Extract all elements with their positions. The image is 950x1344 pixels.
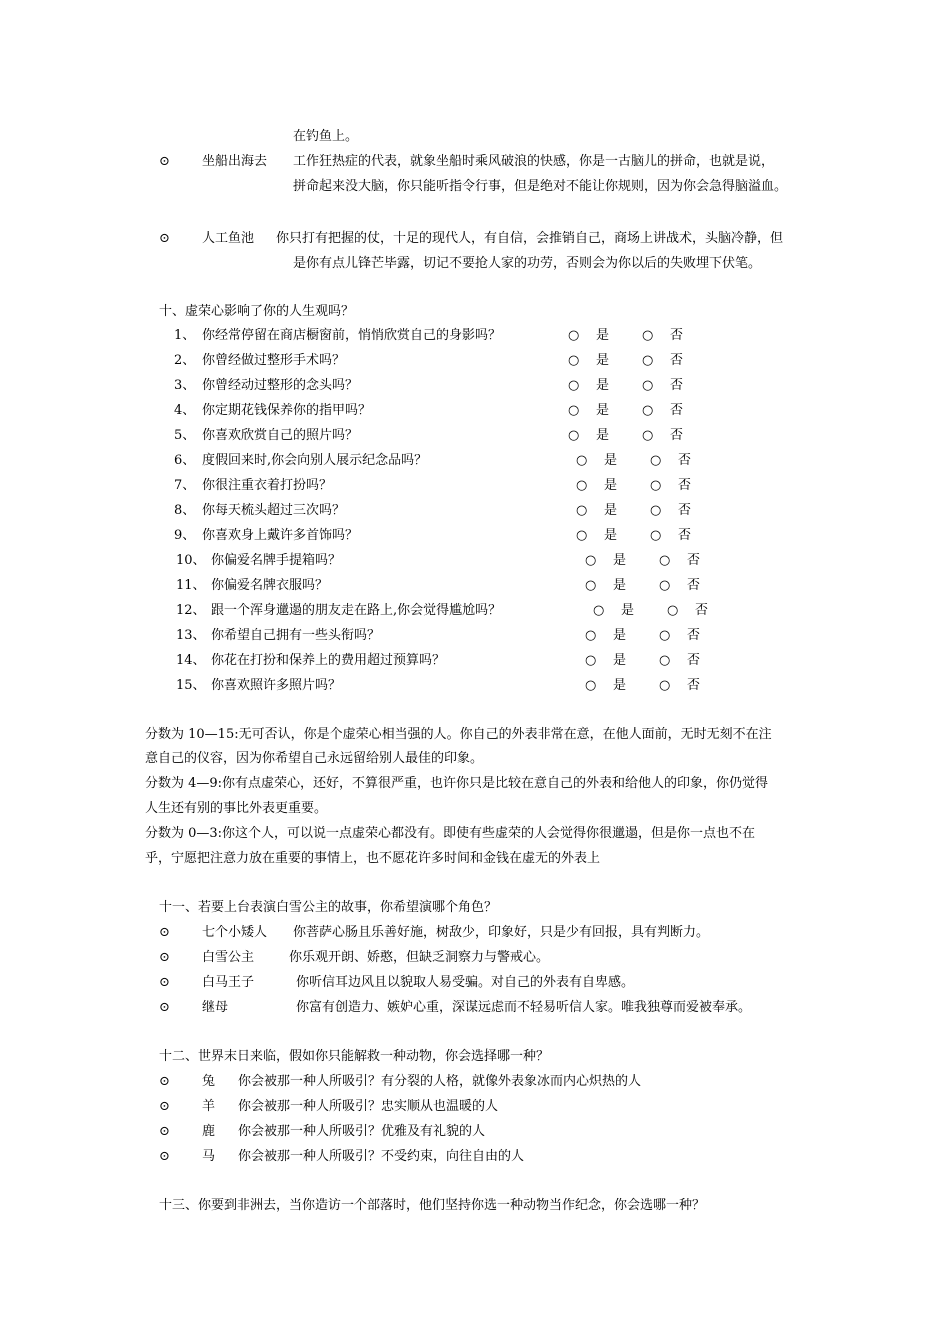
question-text: 你偏爱名牌手提箱吗？ xyxy=(211,553,342,568)
question-number: 9、 xyxy=(174,528,196,543)
question-text: 你喜欢身上戴许多首饰吗？ xyxy=(202,528,359,543)
option-description: 你会被那一种人所吸引？有分裂的人格，就像外表象冰而内心炽热的人 xyxy=(238,1074,642,1089)
yes-radio[interactable]: ○ xyxy=(585,628,597,643)
question-number: 12、 xyxy=(176,603,206,618)
option-marker-icon: ⊙ xyxy=(159,1149,170,1164)
answer-options xyxy=(585,551,707,571)
no-radio[interactable]: ○ xyxy=(642,378,654,393)
question-number: 7、 xyxy=(174,478,196,493)
answer-options xyxy=(585,651,707,671)
no-radio[interactable]: ○ xyxy=(642,403,654,418)
question-text: 你偏爱名牌衣服吗？ xyxy=(211,578,329,593)
question-text: 你花在打扮和保养上的费用超过预算吗？ xyxy=(211,653,446,668)
yes-radio[interactable]: ○ xyxy=(568,428,580,443)
yes-radio[interactable]: ○ xyxy=(585,578,597,593)
no-label: 否 xyxy=(678,503,692,518)
option-marker-icon: ⊙ xyxy=(159,231,170,246)
score-mid-line2: 人生还有别的事比外表更重要。 xyxy=(145,801,328,816)
no-radio[interactable]: ○ xyxy=(650,478,662,493)
question-text: 你每天梳头超过三次吗？ xyxy=(202,503,346,518)
question-text: 你定期花钱保养你的指甲吗？ xyxy=(202,403,372,418)
answer-options xyxy=(593,601,715,621)
option-marker-icon: ⊙ xyxy=(159,1074,170,1089)
fish-continuation-text: 在钓鱼上。 xyxy=(293,129,359,144)
no-radio[interactable]: ○ xyxy=(650,453,662,468)
question-text: 你很注重衣着打扮吗？ xyxy=(202,478,333,493)
option-description: 你会被那一种人所吸引？不受约束，向往自由的人 xyxy=(238,1149,525,1164)
yes-label: 是 xyxy=(604,478,618,493)
no-label: 否 xyxy=(695,603,709,618)
question-text: 你曾经动过整形的念头吗？ xyxy=(202,378,359,393)
option-name: 继母 xyxy=(202,1000,229,1015)
question-number: 10、 xyxy=(176,553,206,568)
yes-radio[interactable]: ○ xyxy=(568,403,580,418)
answer-options xyxy=(585,676,707,696)
option-name: 七个小矮人 xyxy=(202,925,268,940)
option-name: 白马王子 xyxy=(202,975,255,990)
no-radio[interactable]: ○ xyxy=(642,428,654,443)
no-label: 否 xyxy=(687,628,701,643)
score-high-line1: 分数为 10—15:无可否认，你是个虚荣心相当强的人。你自己的外表非常在意，在他人面前，无时无刻不在注 xyxy=(145,727,772,742)
option-marker-icon: ⊙ xyxy=(159,975,170,990)
question-text: 跟一个浑身邋遢的朋友走在路上,你会觉得尴尬吗？ xyxy=(211,603,502,618)
question-number: 5、 xyxy=(174,428,196,443)
no-label: 否 xyxy=(687,678,701,693)
yes-radio[interactable]: ○ xyxy=(568,353,580,368)
question-number: 4、 xyxy=(174,403,196,418)
question-number: 15、 xyxy=(176,678,206,693)
question-text: 你喜欢照许多照片吗？ xyxy=(211,678,342,693)
no-radio[interactable]: ○ xyxy=(659,578,671,593)
option-name: 坐船出海去 xyxy=(202,154,268,169)
yes-radio[interactable]: ○ xyxy=(576,478,588,493)
yes-label: 是 xyxy=(596,403,610,418)
option-marker-icon: ⊙ xyxy=(159,1099,170,1114)
yes-radio[interactable]: ○ xyxy=(585,553,597,568)
question-number: 14、 xyxy=(176,653,206,668)
no-label: 否 xyxy=(678,528,692,543)
option-marker-icon: ⊙ xyxy=(159,925,170,940)
score-mid-line1: 分数为 4—9:你有点虚荣心，还好，不算很严重，也许你只是比较在意自己的外表和给他人的印象，你仍觉得 xyxy=(145,776,769,791)
yes-label: 是 xyxy=(596,378,610,393)
question-number: 3、 xyxy=(174,378,196,393)
yes-label: 是 xyxy=(613,628,627,643)
yes-label: 是 xyxy=(613,553,627,568)
yes-radio[interactable]: ○ xyxy=(585,653,597,668)
yes-radio[interactable]: ○ xyxy=(576,503,588,518)
no-label: 否 xyxy=(687,578,701,593)
yes-radio[interactable]: ○ xyxy=(576,453,588,468)
question-text: 你希望自己拥有一些头衔吗？ xyxy=(211,628,381,643)
question-text: 你经常停留在商店橱窗前，悄悄欣赏自己的身影吗？ xyxy=(202,328,502,343)
no-label: 否 xyxy=(670,403,684,418)
yes-label: 是 xyxy=(604,453,618,468)
option-name: 马 xyxy=(202,1149,216,1164)
yes-label: 是 xyxy=(596,353,610,368)
answer-options xyxy=(568,376,690,396)
section-10-title: 十、虚荣心影响了你的人生观吗？ xyxy=(159,304,355,319)
question-number: 1、 xyxy=(174,328,196,343)
question-number: 11、 xyxy=(176,578,206,593)
answer-options xyxy=(568,426,690,446)
question-number: 2、 xyxy=(174,353,196,368)
score-high-line2: 意自己的仪容，因为你希望自己永远留给别人最佳的印象。 xyxy=(145,751,484,766)
question-text: 你喜欢欣赏自己的照片吗？ xyxy=(202,428,359,443)
section-13-title: 十三、你要到非洲去，当你造访一个部落时，他们坚持你选一种动物当作纪念，你会选哪一种？ xyxy=(159,1198,706,1213)
yes-label: 是 xyxy=(604,503,618,518)
answer-options xyxy=(568,326,690,346)
no-label: 否 xyxy=(687,553,701,568)
no-label: 否 xyxy=(687,653,701,668)
no-label: 否 xyxy=(670,378,684,393)
yes-label: 是 xyxy=(613,653,627,668)
option-description: 你富有创造力、嫉妒心重，深谋远虑而不轻易听信人家。唯我独尊而爱被奉承。 xyxy=(296,1000,752,1015)
option-desc-line2: 拼命起来没大脑，你只能听指令行事，但是绝对不能让你规则，因为你会急得脑溢血。 xyxy=(293,179,788,194)
question-text: 度假回来时,你会向别人展示纪念品吗？ xyxy=(202,453,428,468)
no-radio[interactable]: ○ xyxy=(659,553,671,568)
yes-radio[interactable]: ○ xyxy=(585,678,597,693)
option-desc-line2: 是你有点儿锋芒毕露，切记不要抢人家的功劳，否则会为你以后的失败埋下伏笔。 xyxy=(293,256,762,271)
no-label: 否 xyxy=(670,428,684,443)
question-number: 13、 xyxy=(176,628,206,643)
no-radio[interactable]: ○ xyxy=(642,353,654,368)
answer-options xyxy=(576,476,698,496)
question-number: 8、 xyxy=(174,503,196,518)
no-label: 否 xyxy=(678,453,692,468)
option-name: 羊 xyxy=(202,1099,216,1114)
option-name: 人工鱼池 xyxy=(202,231,255,246)
yes-label: 是 xyxy=(613,578,627,593)
yes-radio[interactable]: ○ xyxy=(593,603,605,618)
answer-options xyxy=(576,451,698,471)
option-description: 你会被那一种人所吸引？忠实顺从也温暖的人 xyxy=(238,1099,499,1114)
answer-options xyxy=(585,626,707,646)
option-marker-icon: ⊙ xyxy=(159,154,170,169)
option-marker-icon: ⊙ xyxy=(159,1124,170,1139)
no-radio[interactable]: ○ xyxy=(659,628,671,643)
yes-label: 是 xyxy=(596,428,610,443)
answer-options xyxy=(576,501,698,521)
no-radio[interactable]: ○ xyxy=(659,678,671,693)
option-description: 你会被那一种人所吸引？优雅及有礼貌的人 xyxy=(238,1124,486,1139)
question-number: 6、 xyxy=(174,453,196,468)
score-low-line1: 分数为 0—3:你这个人，可以说一点虚荣心都没有。即使有些虚荣的人会觉得你很邋遢，但是你一点也不在 xyxy=(145,826,756,841)
option-desc-line1: 你只打有把握的仗，十足的现代人，有自信，会推销自己，商场上讲战术，头脑冷静，但 xyxy=(276,231,784,246)
answer-options xyxy=(585,576,707,596)
no-radio[interactable]: ○ xyxy=(667,603,679,618)
no-radio[interactable]: ○ xyxy=(650,528,662,543)
no-radio[interactable]: ○ xyxy=(659,653,671,668)
option-name: 兔 xyxy=(202,1074,216,1089)
yes-radio[interactable]: ○ xyxy=(576,528,588,543)
answer-options xyxy=(568,401,690,421)
option-description: 你听信耳边风且以貌取人易受骗。对自己的外表有自卑感。 xyxy=(296,975,635,990)
option-description: 你乐观开朗、娇憨，但缺乏洞察力与警戒心。 xyxy=(289,950,550,965)
answer-options xyxy=(576,526,698,546)
yes-radio[interactable]: ○ xyxy=(568,378,580,393)
section-12-title: 十二、世界末日来临，假如你只能解救一种动物，你会选择哪一种？ xyxy=(159,1049,550,1064)
score-low-line2: 乎，宁愿把注意力放在重要的事情上，也不愿花许多时间和金钱在虚无的外表上 xyxy=(145,851,601,866)
option-description: 你菩萨心肠且乐善好施，树敌少，印象好，只是少有回报，具有判断力。 xyxy=(293,925,710,940)
option-marker-icon: ⊙ xyxy=(159,1000,170,1015)
no-label: 否 xyxy=(670,353,684,368)
yes-label: 是 xyxy=(604,528,618,543)
yes-label: 是 xyxy=(596,328,610,343)
option-name: 鹿 xyxy=(202,1124,216,1139)
option-marker-icon: ⊙ xyxy=(159,950,170,965)
yes-radio[interactable]: ○ xyxy=(568,328,580,343)
no-radio[interactable]: ○ xyxy=(650,503,662,518)
yes-label: 是 xyxy=(621,603,635,618)
yes-label: 是 xyxy=(613,678,627,693)
section-11-title: 十一、若要上台表演白雪公主的故事，你希望演哪个角色？ xyxy=(159,900,498,915)
option-name: 白雪公主 xyxy=(202,950,255,965)
question-text: 你曾经做过整形手术吗？ xyxy=(202,353,346,368)
no-label: 否 xyxy=(670,328,684,343)
no-label: 否 xyxy=(678,478,692,493)
no-radio[interactable]: ○ xyxy=(642,328,654,343)
option-desc-line1: 工作狂热症的代表，就象坐船时乘风破浪的快感，你是一古脑儿的拼命，也就是说， xyxy=(293,154,775,169)
answer-options xyxy=(568,351,690,371)
